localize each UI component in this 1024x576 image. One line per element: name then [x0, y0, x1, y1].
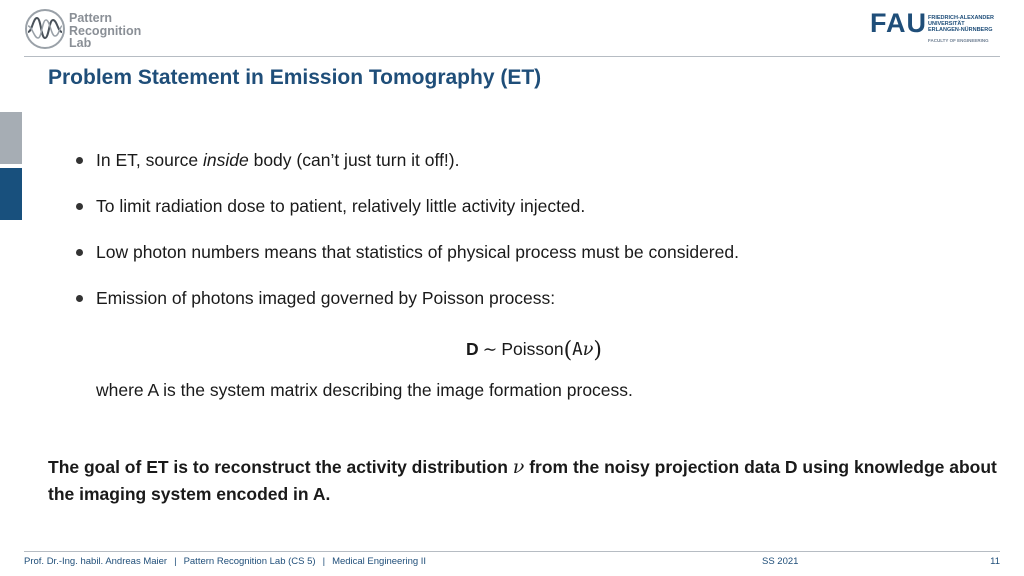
equation-function: Poisson: [501, 339, 564, 359]
goal-text-start: The goal of ET is to reconstruct the activity distribution: [48, 457, 513, 477]
footer-separator: |: [174, 556, 177, 567]
lab-logo-line-2: Recognition: [69, 23, 142, 38]
bullet-emphasis: inside: [203, 150, 249, 170]
bullet-text: Low photon numbers means that statistics of physical process must be considered.: [96, 242, 739, 262]
bullet-item: [74, 148, 974, 172]
equation-variable: ν: [582, 340, 594, 360]
equation-relation: ∼: [482, 340, 498, 360]
header-divider: [24, 56, 1000, 57]
footer-divider: [24, 551, 1000, 552]
bullet-item: [74, 194, 974, 218]
equation-matrix: A: [572, 340, 583, 360]
fau-line-1: FRIEDRICH-ALEXANDER: [928, 15, 994, 21]
bullet-item: [74, 286, 974, 310]
fau-university-name: [928, 15, 994, 33]
side-marker-blue: [0, 168, 22, 220]
side-marker-grey: [0, 112, 22, 164]
bullet-text: Emission of photons imaged governed by Poisson process:: [96, 288, 556, 308]
footer-semester: SS 2021: [762, 556, 799, 567]
equation-lhs: D: [466, 339, 479, 359]
fau-line-2: UNIVERSITÄT: [928, 21, 965, 27]
bullet-text: To limit radiation dose to patient, relatively little activity injected.: [96, 196, 586, 216]
footer-course: Medical Engineering II: [332, 556, 427, 567]
footer-author: Prof. Dr.-Ing. habil. Andreas Maier: [24, 556, 168, 567]
footer-separator: |: [322, 556, 326, 567]
equation-open-paren: (: [563, 338, 573, 363]
footer: [24, 556, 1000, 572]
bullet-list: [74, 148, 974, 332]
fau-letters: FAU: [870, 8, 927, 38]
equation-close-paren: ): [593, 338, 602, 363]
equation-explanation: where A is the system matrix describing the image formation process.: [96, 380, 633, 400]
bullet-item: [74, 240, 974, 264]
pattern-recognition-lab-logo: [24, 8, 154, 54]
bullet-text: In ET, source: [96, 150, 203, 170]
goal-statement: [48, 454, 998, 508]
lab-logo-text: [69, 12, 141, 50]
lab-logo-icon: [24, 8, 66, 50]
goal-variable: ν: [512, 456, 525, 478]
bullet-text: body (can’t just turn it off!).: [248, 150, 460, 170]
fau-logo: [870, 10, 1000, 46]
slide-title: Problem Statement in Emission Tomography (ET): [48, 66, 542, 89]
page-number: 11: [990, 556, 1000, 567]
poisson-equation: [466, 338, 602, 363]
fau-line-3: ERLANGEN-NÜRNBERG: [928, 27, 993, 33]
footer-credits: [24, 556, 426, 567]
footer-lab: Pattern Recognition Lab (CS 5): [183, 556, 316, 567]
lab-logo-line-1: Pattern: [69, 11, 113, 25]
goal-text-end: from the noisy projection data D using knowledge about the imaging system encoded in A.: [48, 457, 997, 504]
lab-logo-line-3: Lab: [69, 36, 92, 50]
fau-faculty: FACULTY OF ENGINEERING: [928, 38, 989, 43]
